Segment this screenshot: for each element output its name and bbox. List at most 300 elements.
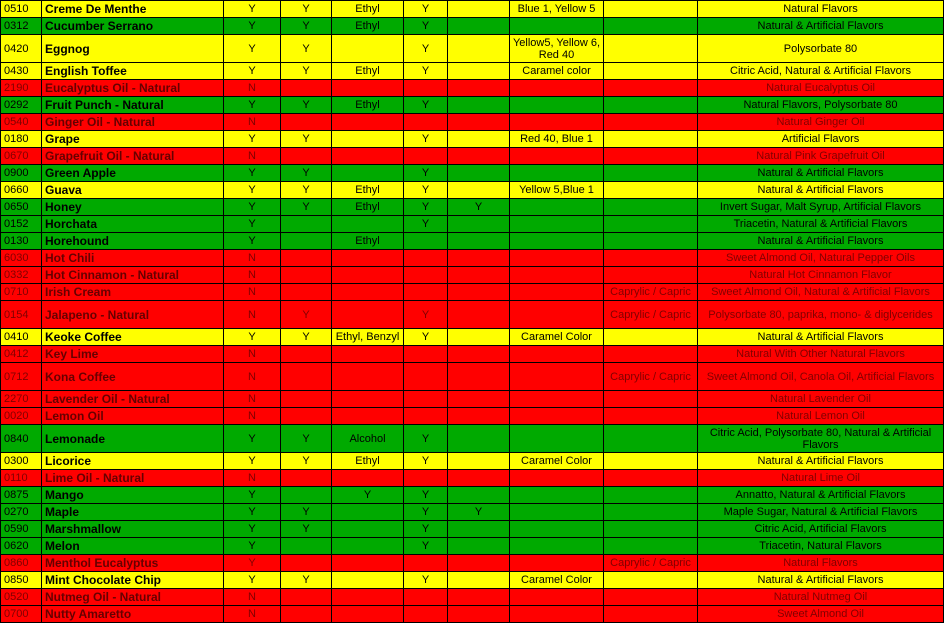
col5-cell — [448, 391, 510, 408]
col6-cell — [510, 216, 604, 233]
col4-cell: Y — [404, 538, 448, 555]
col6-cell — [510, 391, 604, 408]
col8-cell: Sweet Almond Oil — [698, 606, 944, 623]
col6-cell: Caramel Color — [510, 453, 604, 470]
col8-cell: Natural With Other Natural Flavors — [698, 346, 944, 363]
flavor-name-cell: Guava — [42, 182, 224, 199]
col6-cell: Blue 1, Yellow 5 — [510, 1, 604, 18]
table-row — [1, 470, 944, 487]
col2-cell — [281, 363, 332, 391]
col7-cell — [604, 35, 698, 63]
col4-cell: Y — [404, 453, 448, 470]
col8-cell: Natural Lime Oil — [698, 470, 944, 487]
col5-cell — [448, 267, 510, 284]
table-row — [1, 504, 944, 521]
col7-cell — [604, 18, 698, 35]
col1-cell: Y — [224, 63, 281, 80]
col6-cell: Red 40, Blue 1 — [510, 131, 604, 148]
table-row — [1, 487, 944, 504]
table-row — [1, 216, 944, 233]
col3-cell — [332, 216, 404, 233]
col1-cell: N — [224, 250, 281, 267]
col4-cell — [404, 114, 448, 131]
col4-cell — [404, 148, 448, 165]
col4-cell — [404, 470, 448, 487]
product-code-cell: 0540 — [1, 114, 42, 131]
product-code-cell: 0152 — [1, 216, 42, 233]
flavor-name-cell: Fruit Punch - Natural — [42, 97, 224, 114]
col7-cell — [604, 199, 698, 216]
table-row — [1, 453, 944, 470]
flavor-name-cell: Grape — [42, 131, 224, 148]
col5-cell — [448, 408, 510, 425]
col8-cell: Citric Acid, Polysorbate 80, Natural & Artificial Flavors — [698, 425, 944, 453]
product-code-cell: 0620 — [1, 538, 42, 555]
col1-cell: N — [224, 301, 281, 329]
table-row — [1, 572, 944, 589]
flavor-name-cell: Nutty Amaretto — [42, 606, 224, 623]
flavor-name-cell: Licorice — [42, 453, 224, 470]
col1-cell: Y — [224, 555, 281, 572]
col8-cell: Natural Ginger Oil — [698, 114, 944, 131]
col2-cell: Y — [281, 572, 332, 589]
col5-cell — [448, 114, 510, 131]
col7-cell: Caprylic / Capric — [604, 555, 698, 572]
col5-cell — [448, 35, 510, 63]
product-code-cell: 0710 — [1, 284, 42, 301]
col4-cell: Y — [404, 165, 448, 182]
flavor-name-cell: Ginger Oil - Natural — [42, 114, 224, 131]
flavor-name-cell: Green Apple — [42, 165, 224, 182]
col2-cell: Y — [281, 18, 332, 35]
col7-cell — [604, 131, 698, 148]
col2-cell — [281, 408, 332, 425]
col4-cell: Y — [404, 63, 448, 80]
col7-cell — [604, 165, 698, 182]
flavor-name-cell: Melon — [42, 538, 224, 555]
product-code-cell: 0130 — [1, 233, 42, 250]
table-row — [1, 18, 944, 35]
col8-cell: Triacetin, Natural & Artificial Flavors — [698, 216, 944, 233]
col5-cell — [448, 148, 510, 165]
col3-cell — [332, 391, 404, 408]
col3-cell: Ethyl — [332, 233, 404, 250]
col4-cell — [404, 555, 448, 572]
col3-cell — [332, 538, 404, 555]
col1-cell: Y — [224, 1, 281, 18]
col7-cell — [604, 425, 698, 453]
col7-cell — [604, 346, 698, 363]
col7-cell — [604, 63, 698, 80]
col1-cell: Y — [224, 35, 281, 63]
col3-cell — [332, 470, 404, 487]
col2-cell — [281, 284, 332, 301]
col5-cell — [448, 216, 510, 233]
col6-cell — [510, 606, 604, 623]
product-code-cell: 6030 — [1, 250, 42, 267]
col8-cell: Natural Lemon Oil — [698, 408, 944, 425]
col4-cell: Y — [404, 425, 448, 453]
col1-cell: N — [224, 391, 281, 408]
col2-cell: Y — [281, 504, 332, 521]
col3-cell — [332, 148, 404, 165]
table-row — [1, 97, 944, 114]
col8-cell: Triacetin, Natural Flavors — [698, 538, 944, 555]
col2-cell: Y — [281, 182, 332, 199]
col6-cell — [510, 284, 604, 301]
product-code-cell: 2190 — [1, 80, 42, 97]
table-row — [1, 363, 944, 391]
col8-cell: Natural & Artificial Flavors — [698, 329, 944, 346]
col3-cell — [332, 80, 404, 97]
table-row — [1, 233, 944, 250]
col7-cell: Caprylic / Capric — [604, 284, 698, 301]
col8-cell: Natural & Artificial Flavors — [698, 165, 944, 182]
col4-cell — [404, 233, 448, 250]
col7-cell — [604, 408, 698, 425]
col1-cell: N — [224, 470, 281, 487]
col8-cell: Natural Flavors, Polysorbate 80 — [698, 97, 944, 114]
col6-cell — [510, 487, 604, 504]
col2-cell — [281, 606, 332, 623]
col8-cell: Invert Sugar, Malt Syrup, Artificial Flavors — [698, 199, 944, 216]
col5-cell — [448, 233, 510, 250]
col7-cell — [604, 589, 698, 606]
col6-cell — [510, 199, 604, 216]
col4-cell: Y — [404, 131, 448, 148]
col6-cell — [510, 233, 604, 250]
col5-cell — [448, 284, 510, 301]
col8-cell: Annatto, Natural & Artificial Flavors — [698, 487, 944, 504]
col4-cell: Y — [404, 1, 448, 18]
col5-cell — [448, 470, 510, 487]
table-row — [1, 538, 944, 555]
col2-cell: Y — [281, 35, 332, 63]
col8-cell: Natural & Artificial Flavors — [698, 233, 944, 250]
col4-cell: Y — [404, 18, 448, 35]
col7-cell — [604, 606, 698, 623]
col4-cell — [404, 284, 448, 301]
col6-cell: Caramel color — [510, 63, 604, 80]
col3-cell — [332, 408, 404, 425]
col1-cell: Y — [224, 97, 281, 114]
flavor-name-cell: Eggnog — [42, 35, 224, 63]
col7-cell — [604, 250, 698, 267]
table-row — [1, 425, 944, 453]
col8-cell: Natural & Artificial Flavors — [698, 18, 944, 35]
col7-cell — [604, 97, 698, 114]
col2-cell: Y — [281, 521, 332, 538]
col8-cell: Maple Sugar, Natural & Artificial Flavors — [698, 504, 944, 521]
col8-cell: Sweet Almond Oil, Canola Oil, Artificial Flavors — [698, 363, 944, 391]
col6-cell — [510, 97, 604, 114]
col1-cell: N — [224, 148, 281, 165]
col5-cell: Y — [448, 199, 510, 216]
col4-cell: Y — [404, 199, 448, 216]
table-row — [1, 521, 944, 538]
col2-cell: Y — [281, 199, 332, 216]
col6-cell — [510, 589, 604, 606]
col4-cell — [404, 80, 448, 97]
flavor-name-cell: Kona Coffee — [42, 363, 224, 391]
col6-cell — [510, 408, 604, 425]
col7-cell — [604, 233, 698, 250]
col6-cell — [510, 425, 604, 453]
col1-cell: N — [224, 114, 281, 131]
product-code-cell: 0420 — [1, 35, 42, 63]
col6-cell — [510, 504, 604, 521]
col7-cell — [604, 487, 698, 504]
product-code-cell: 0154 — [1, 301, 42, 329]
product-code-cell: 0650 — [1, 199, 42, 216]
flavor-name-cell: Marshmallow — [42, 521, 224, 538]
col5-cell: Y — [448, 504, 510, 521]
flavor-name-cell: Grapefruit Oil - Natural — [42, 148, 224, 165]
table-row — [1, 606, 944, 623]
col1-cell: Y — [224, 199, 281, 216]
col3-cell — [332, 267, 404, 284]
table-row — [1, 182, 944, 199]
col7-cell — [604, 572, 698, 589]
table-row — [1, 35, 944, 63]
product-code-cell: 0840 — [1, 425, 42, 453]
col1-cell: N — [224, 267, 281, 284]
col7-cell — [604, 453, 698, 470]
col7-cell: Caprylic / Capric — [604, 301, 698, 329]
col7-cell — [604, 80, 698, 97]
product-code-cell: 0660 — [1, 182, 42, 199]
product-code-cell: 0670 — [1, 148, 42, 165]
col4-cell: Y — [404, 216, 448, 233]
col7-cell — [604, 182, 698, 199]
flavor-name-cell: Jalapeno - Natural — [42, 301, 224, 329]
col2-cell — [281, 216, 332, 233]
col1-cell: Y — [224, 572, 281, 589]
col5-cell — [448, 425, 510, 453]
col3-cell — [332, 131, 404, 148]
col5-cell — [448, 538, 510, 555]
col3-cell: Ethyl — [332, 182, 404, 199]
col2-cell: Y — [281, 301, 332, 329]
col5-cell — [448, 63, 510, 80]
col2-cell: Y — [281, 425, 332, 453]
table-row — [1, 114, 944, 131]
col3-cell: Ethyl — [332, 199, 404, 216]
table-row — [1, 589, 944, 606]
flavor-name-cell: Creme De Menthe — [42, 1, 224, 18]
col5-cell — [448, 97, 510, 114]
flavor-name-cell: Key Lime — [42, 346, 224, 363]
table-row — [1, 555, 944, 572]
col1-cell: Y — [224, 165, 281, 182]
flavor-name-cell: Nutmeg Oil - Natural — [42, 589, 224, 606]
col2-cell — [281, 267, 332, 284]
col8-cell: Citric Acid, Artificial Flavors — [698, 521, 944, 538]
col2-cell: Y — [281, 97, 332, 114]
col8-cell: Natural & Artificial Flavors — [698, 453, 944, 470]
col6-cell — [510, 346, 604, 363]
col1-cell: Y — [224, 216, 281, 233]
col1-cell: Y — [224, 538, 281, 555]
flavor-name-cell: Lime Oil - Natural — [42, 470, 224, 487]
col2-cell: Y — [281, 63, 332, 80]
col7-cell — [604, 538, 698, 555]
col5-cell — [448, 329, 510, 346]
product-code-cell: 0510 — [1, 1, 42, 18]
flavor-name-cell: Eucalyptus Oil - Natural — [42, 80, 224, 97]
col1-cell: N — [224, 80, 281, 97]
product-code-cell: 0860 — [1, 555, 42, 572]
col6-cell — [510, 80, 604, 97]
col7-cell: Caprylic / Capric — [604, 363, 698, 391]
col4-cell — [404, 589, 448, 606]
flavor-name-cell: Menthol Eucalyptus — [42, 555, 224, 572]
table-row — [1, 408, 944, 425]
col5-cell — [448, 250, 510, 267]
col3-cell — [332, 346, 404, 363]
col2-cell — [281, 391, 332, 408]
flavor-name-cell: Irish Cream — [42, 284, 224, 301]
table-row — [1, 301, 944, 329]
col4-cell: Y — [404, 35, 448, 63]
col6-cell: Yellow 5,Blue 1 — [510, 182, 604, 199]
col8-cell: Natural & Artificial Flavors — [698, 182, 944, 199]
col1-cell: N — [224, 408, 281, 425]
col5-cell — [448, 487, 510, 504]
col3-cell — [332, 363, 404, 391]
col4-cell — [404, 606, 448, 623]
col3-cell — [332, 284, 404, 301]
col1-cell: Y — [224, 329, 281, 346]
table-row — [1, 284, 944, 301]
col2-cell — [281, 114, 332, 131]
col8-cell: Natural Flavors — [698, 555, 944, 572]
col2-cell — [281, 233, 332, 250]
col6-cell — [510, 114, 604, 131]
col8-cell: Citric Acid, Natural & Artificial Flavors — [698, 63, 944, 80]
col7-cell — [604, 148, 698, 165]
col5-cell — [448, 363, 510, 391]
col3-cell: Ethyl — [332, 63, 404, 80]
col4-cell: Y — [404, 504, 448, 521]
flavor-name-cell: Hot Chili — [42, 250, 224, 267]
col1-cell: Y — [224, 521, 281, 538]
col6-cell — [510, 470, 604, 487]
col7-cell — [604, 216, 698, 233]
col4-cell: Y — [404, 572, 448, 589]
flavor-name-cell: Maple — [42, 504, 224, 521]
col4-cell: Y — [404, 521, 448, 538]
flavor-name-cell: Horchata — [42, 216, 224, 233]
col3-cell: Ethyl — [332, 453, 404, 470]
table-row — [1, 267, 944, 284]
col5-cell — [448, 606, 510, 623]
col8-cell: Natural Hot Cinnamon Flavor — [698, 267, 944, 284]
col1-cell: Y — [224, 182, 281, 199]
col8-cell: Sweet Almond Oil, Natural & Artificial Flavors — [698, 284, 944, 301]
product-code-cell: 2270 — [1, 391, 42, 408]
col4-cell — [404, 346, 448, 363]
col6-cell — [510, 165, 604, 182]
flavor-name-cell: Cucumber Serrano — [42, 18, 224, 35]
col3-cell — [332, 504, 404, 521]
col1-cell: N — [224, 284, 281, 301]
col7-cell — [604, 504, 698, 521]
col7-cell — [604, 391, 698, 408]
col6-cell — [510, 301, 604, 329]
product-code-cell: 0020 — [1, 408, 42, 425]
col7-cell — [604, 267, 698, 284]
col6-cell — [510, 521, 604, 538]
col4-cell: Y — [404, 97, 448, 114]
col6-cell — [510, 363, 604, 391]
flavor-name-cell: Lavender Oil - Natural — [42, 391, 224, 408]
col5-cell — [448, 18, 510, 35]
col2-cell: Y — [281, 329, 332, 346]
col2-cell: Y — [281, 1, 332, 18]
col3-cell — [332, 301, 404, 329]
flavor-table-body — [1, 1, 944, 623]
col5-cell — [448, 521, 510, 538]
col3-cell: Alcohol — [332, 425, 404, 453]
col8-cell: Natural Pink Grapefruit Oil — [698, 148, 944, 165]
product-code-cell: 0410 — [1, 329, 42, 346]
col1-cell: Y — [224, 504, 281, 521]
col2-cell — [281, 470, 332, 487]
col5-cell — [448, 572, 510, 589]
flavor-name-cell: Keoke Coffee — [42, 329, 224, 346]
col8-cell: Polysorbate 80 — [698, 35, 944, 63]
col4-cell: Y — [404, 182, 448, 199]
col4-cell: Y — [404, 329, 448, 346]
flavor-name-cell: Lemon Oil — [42, 408, 224, 425]
col6-cell — [510, 250, 604, 267]
col4-cell — [404, 391, 448, 408]
product-code-cell: 0700 — [1, 606, 42, 623]
table-row — [1, 391, 944, 408]
product-code-cell: 0412 — [1, 346, 42, 363]
col2-cell: Y — [281, 453, 332, 470]
table-row — [1, 148, 944, 165]
col3-cell: Ethyl, Benzyl — [332, 329, 404, 346]
col6-cell: Caramel Color — [510, 572, 604, 589]
product-code-cell: 0110 — [1, 470, 42, 487]
col7-cell — [604, 521, 698, 538]
col1-cell: N — [224, 606, 281, 623]
flavor-name-cell: Lemonade — [42, 425, 224, 453]
col6-cell: Yellow5, Yellow 6, Red 40 — [510, 35, 604, 63]
col2-cell — [281, 589, 332, 606]
col8-cell: Polysorbate 80, paprika, mono- & diglycerides — [698, 301, 944, 329]
col4-cell — [404, 363, 448, 391]
product-code-cell: 0875 — [1, 487, 42, 504]
col3-cell: Ethyl — [332, 18, 404, 35]
col6-cell — [510, 555, 604, 572]
product-code-cell: 0180 — [1, 131, 42, 148]
table-row — [1, 1, 944, 18]
col5-cell — [448, 131, 510, 148]
product-code-cell: 0900 — [1, 165, 42, 182]
product-code-cell: 0292 — [1, 97, 42, 114]
col2-cell — [281, 148, 332, 165]
table-row — [1, 250, 944, 267]
col8-cell: Natural Nutmeg Oil — [698, 589, 944, 606]
col3-cell: Ethyl — [332, 1, 404, 18]
col7-cell — [604, 1, 698, 18]
table-row — [1, 63, 944, 80]
col1-cell: N — [224, 363, 281, 391]
col5-cell — [448, 1, 510, 18]
